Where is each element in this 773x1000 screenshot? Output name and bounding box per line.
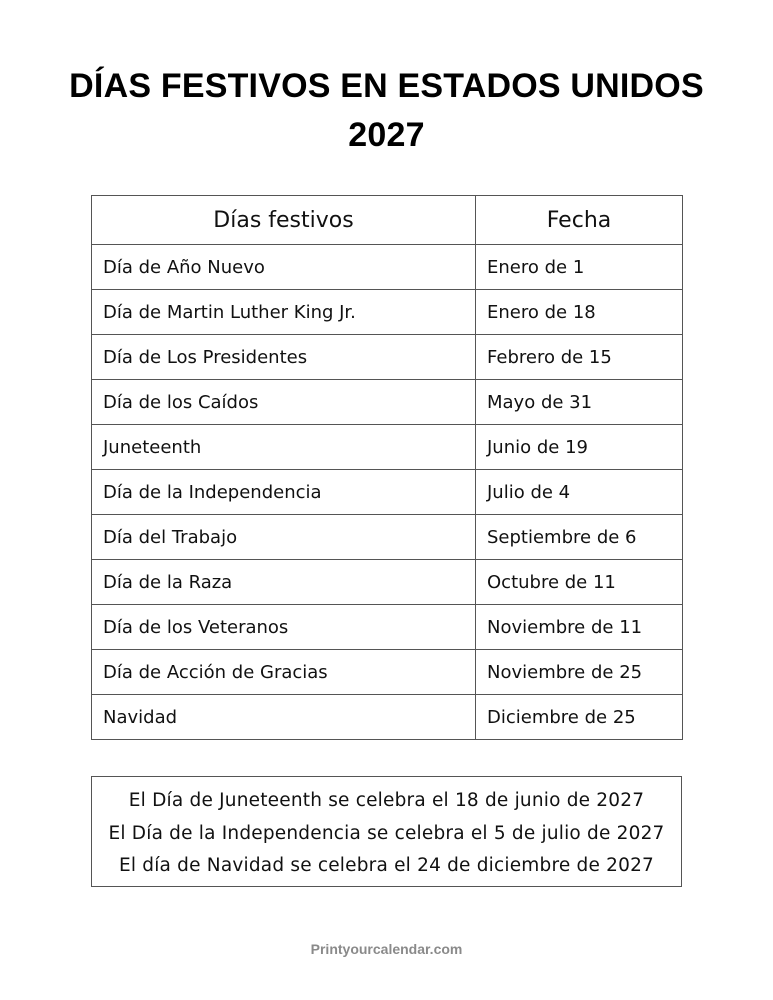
holiday-date: Febrero de 15 (476, 335, 683, 380)
table-row (92, 245, 683, 290)
table-row (92, 560, 683, 605)
page-title (0, 62, 773, 160)
holiday-date: Enero de 18 (476, 290, 683, 335)
holiday-date: Noviembre de 25 (476, 650, 683, 695)
holiday-name: Día de los Veteranos (92, 605, 476, 650)
table-row (92, 290, 683, 335)
notes-box (91, 776, 682, 887)
table-row (92, 380, 683, 425)
holiday-name: Juneteenth (92, 425, 476, 470)
table-row (92, 335, 683, 380)
holiday-date: Enero de 1 (476, 245, 683, 290)
holiday-date: Diciembre de 25 (476, 695, 683, 740)
table-row (92, 425, 683, 470)
holidays-table (91, 195, 683, 740)
holiday-name: Día de Martin Luther King Jr. (92, 290, 476, 335)
title-line-2: 2027 (348, 116, 425, 154)
holiday-name: Día de la Raza (92, 560, 476, 605)
note-christmas: El día de Navidad se celebra el 24 de diciembre de 2027 (118, 855, 655, 876)
table-row (92, 605, 683, 650)
holiday-date: Noviembre de 11 (476, 605, 683, 650)
title-line-1: DÍAS FESTIVOS EN ESTADOS UNIDOS (69, 67, 704, 105)
holiday-name: Día de Año Nuevo (92, 245, 476, 290)
note-juneteenth: El Día de Juneteenth se celebra el 18 de junio de 2027 (128, 790, 645, 811)
table-row (92, 470, 683, 515)
holiday-name: Día de Los Presidentes (92, 335, 476, 380)
holiday-name: Día de la Independencia (92, 470, 476, 515)
holiday-date: Julio de 4 (476, 470, 683, 515)
column-header-date: Fecha (476, 196, 683, 245)
holiday-name: Navidad (92, 695, 476, 740)
table-row (92, 695, 683, 740)
note-independence: El Día de la Independencia se celebra el 5 de julio de 2027 (108, 822, 665, 844)
footer-site-credit: Printyourcalendar.com (310, 941, 463, 957)
table-header-row (92, 196, 683, 245)
table-row (92, 515, 683, 560)
holiday-date: Septiembre de 6 (476, 515, 683, 560)
holiday-date: Mayo de 31 (476, 380, 683, 425)
holiday-name: Día de los Caídos (92, 380, 476, 425)
holiday-date: Octubre de 11 (476, 560, 683, 605)
holiday-name: Día de Acción de Gracias (92, 650, 476, 695)
column-header-holiday: Días festivos (92, 196, 476, 245)
holiday-date: Junio de 19 (476, 425, 683, 470)
holiday-name: Día del Trabajo (92, 515, 476, 560)
table-row (92, 650, 683, 695)
